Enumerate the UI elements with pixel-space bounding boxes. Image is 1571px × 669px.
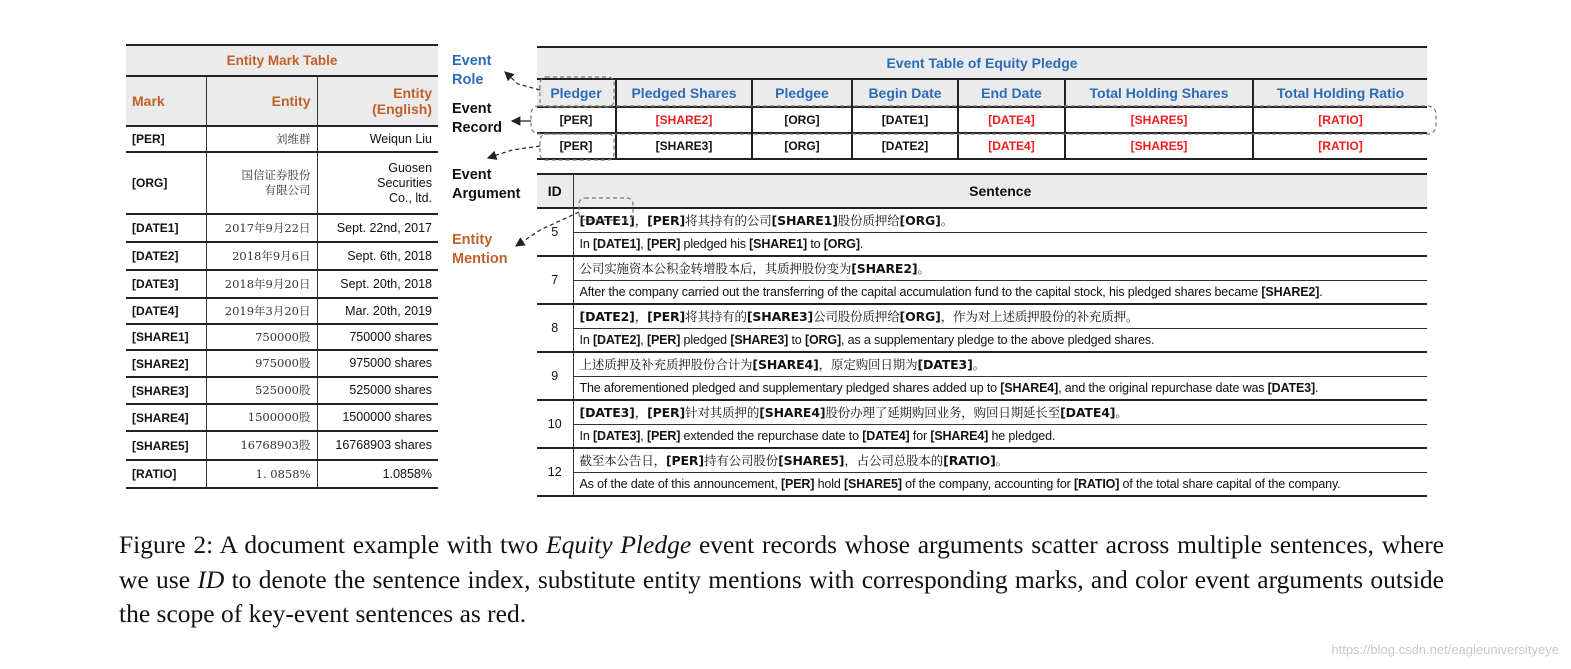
sentence-fragment: 公司实施资本公积金转增股本后，其质押股份变为 [579, 261, 852, 277]
sentence-id: 7 [537, 256, 573, 304]
entity-mark: [DATE2] [126, 242, 206, 270]
sentence-fragment: hold [814, 476, 844, 491]
entity-mention-dashed-box [579, 198, 633, 220]
entity-mark: [SHARE3] [126, 377, 206, 404]
event-role-header: End Date [958, 79, 1065, 107]
sentence-fragment: ，作为对上述质押股份的补充质押。 [940, 309, 1139, 325]
event-role-header: Pledgee [752, 79, 852, 107]
figure-caption-label: Figure 2: [119, 530, 214, 559]
event-argument-cell: [PER] [537, 133, 616, 159]
mark-column-header: Mark [126, 76, 206, 126]
entity-mark: [DATE3] [126, 270, 206, 298]
entity-english-line: Securities [377, 175, 433, 190]
entity-mark-mention: [SHARE2] [1261, 284, 1320, 299]
sentence-fragment: 。 [1115, 405, 1128, 421]
entity-value-line: 975000股 [255, 356, 311, 370]
event-argument-cell: [SHARE2] [616, 107, 752, 133]
caption-fragment: event records whose arguments scatter across multiple sentences, where we use [119, 530, 1445, 594]
entity-mark-mention: [DATE1] [592, 236, 641, 251]
entity-mark-mention: [ORG] [804, 332, 841, 347]
sentence-fragment: 将其持有的公司 [685, 213, 772, 229]
sentence-fragment: for [909, 428, 931, 443]
event-argument-dashed-box [540, 134, 614, 160]
entity-value-line: 2018年9月6日 [232, 248, 311, 263]
sentence-fragment: , and the original repurchase date was [1058, 380, 1268, 395]
sentence-column-header: Sentence [573, 174, 1427, 208]
entity-mark: [PER] [126, 126, 206, 152]
entity-mark-mention: [ORG] [823, 236, 860, 251]
id-column-header: ID [537, 174, 573, 208]
entity-mark: [SHARE4] [126, 404, 206, 431]
sentence-fragment: to [807, 236, 824, 251]
entity-mark-mention: [ORG] [899, 213, 941, 229]
entity-mark-mention: [SHARE2] [851, 261, 918, 277]
entity-mark-mention: [DATE4] [1060, 405, 1116, 421]
entity-mark-mention: [SHARE5] [778, 453, 845, 469]
sentence-fragment: As of the date of this announcement, [579, 476, 782, 491]
sentence-fragment: , [640, 236, 647, 251]
sentence-fragment: , as a supplementary pledge to the above pledged shares. [841, 332, 1155, 347]
sentence-fragment: of the total share capital of the company. [1119, 476, 1341, 491]
event-role-header: Total Holding Shares [1065, 79, 1253, 107]
entity-mark-mention: [PER] [647, 405, 686, 421]
entity-mention-label-line1: Entity [452, 232, 493, 248]
entity-mark-mention: [SHARE4] [759, 405, 826, 421]
event-argument-label-line2: Argument [452, 186, 521, 202]
sentence-fragment: In [579, 236, 593, 251]
entity-value-line: 2018年9月20日 [224, 276, 311, 291]
entity-mention-label-line2: Mention [452, 251, 508, 267]
figure-caption-text [119, 530, 1444, 628]
event-argument-cell: [RATIO] [1253, 133, 1427, 159]
entity-mark-mention: [SHARE1] [749, 236, 807, 251]
sentence-id: 9 [537, 352, 573, 400]
event-argument-cell: [DATE2] [852, 133, 958, 159]
entity-column-header: Entity [206, 76, 317, 126]
entity-english-line: Mar. 20th, 2019 [345, 303, 433, 318]
entity-value-line: 750000股 [255, 329, 311, 344]
entity-english-line: Co., ltd. [388, 190, 433, 205]
entity-mark-mention: [DATE3] [917, 357, 973, 373]
event-table-title: Event Table of Equity Pledge [537, 47, 1427, 79]
entity-english-line: Weiqun Liu [369, 131, 433, 146]
entity-mark: [RATIO] [126, 460, 206, 488]
sentence-fragment: , [640, 332, 647, 347]
event-argument-label-line1: Event [452, 167, 492, 183]
event-argument-cell: [DATE4] [958, 107, 1065, 133]
event-role-header: Pledger [537, 79, 616, 107]
entity-english-line: Sept. 20th, 2018 [340, 276, 433, 291]
entity-english-line: Sept. 22nd, 2017 [336, 220, 433, 235]
event-role-dashed-box [540, 77, 614, 107]
event-role-label-line1: Event [452, 53, 492, 69]
entity-english-line: 750000 shares [349, 329, 433, 344]
sentence-fragment: 持有公司股份 [703, 453, 779, 469]
entity-mark-mention: [PER] [647, 309, 686, 325]
entity-mark-mention: [SHARE3] [730, 332, 789, 347]
event-argument-cell: [DATE4] [958, 133, 1065, 159]
entity-value-line: 16768903股 [240, 438, 311, 452]
event-argument-cell: [ORG] [752, 133, 852, 159]
entity-english-line: 975000 shares [349, 356, 433, 370]
event-argument-cell: [RATIO] [1253, 107, 1427, 133]
event-argument-cell: [SHARE3] [616, 133, 752, 159]
entity-mark: [DATE4] [126, 298, 206, 324]
event-argument-cell: [DATE1] [852, 107, 958, 133]
entity-mark-mention: [DATE3] [1267, 380, 1315, 395]
entity-mark-mention: [DATE4] [862, 428, 910, 443]
event-record-dashed-box [531, 106, 1436, 134]
event-record-label-line2: Record [452, 120, 502, 136]
entity-english-line: 16768903 shares [335, 438, 433, 452]
entity-mark-mention: [SHARE5] [844, 476, 902, 491]
entity-value-line: 1. 0858% [255, 466, 311, 481]
caption-emphasis: Equity Pledge [546, 530, 692, 559]
entity-english-header-line1: Entity [393, 85, 433, 101]
entity-mark-mention: [PER] [646, 332, 681, 347]
entity-mention-arrow [516, 212, 579, 246]
entity-mark-mention: [DATE2] [579, 309, 635, 325]
sentence-id: 10 [537, 400, 573, 448]
entity-mark-mention: [DATE3] [579, 405, 635, 421]
sentence-id: 8 [537, 304, 573, 352]
entity-english-header-line2: (English) [372, 101, 433, 117]
entity-mark-mention: [RATIO] [1074, 476, 1120, 491]
sentence-fragment: . [1319, 284, 1323, 299]
sentence-fragment: extended the repurchase date to [680, 428, 863, 443]
entity-mark-mention: [SHARE1] [771, 213, 838, 229]
event-role-header: Begin Date [852, 79, 958, 107]
event-argument-cell: [SHARE5] [1065, 133, 1253, 159]
entity-value-line: 刘维群 [276, 131, 311, 146]
figure-caption [119, 528, 1444, 632]
caption-emphasis: ID [197, 564, 225, 594]
sentence-fragment: 将其持有的 [685, 309, 747, 325]
entity-value-line: 525000股 [255, 383, 311, 397]
sentence-fragment: 。 [995, 453, 1008, 469]
sentence-fragment: ， [634, 405, 648, 421]
entity-mark: [SHARE5] [126, 431, 206, 460]
sentence-fragment: In [579, 332, 593, 347]
sentence-fragment: ， [634, 309, 648, 325]
sentence-fragment: 公司股份质押给 [813, 309, 900, 325]
sentence-fragment: . [859, 236, 864, 251]
event-role-header: Pledged Shares [616, 79, 752, 107]
entity-mark-mention: [DATE2] [592, 332, 641, 347]
event-argument-cell: [ORG] [752, 107, 852, 133]
sentence-fragment: 股份办理了延期购回业务，购回日期延长至 [825, 405, 1061, 421]
entity-mark: [DATE1] [126, 214, 206, 242]
entity-mark-mention: [SHARE3] [746, 309, 814, 325]
event-role-label-line2: Role [452, 72, 484, 88]
sentence-fragment: pledged [680, 332, 731, 347]
entity-mark-mention: [RATIO] [943, 453, 996, 469]
sentence-id: 5 [537, 208, 573, 256]
entity-mark-mention: [PER] [646, 236, 681, 251]
caption-fragment: to denote the sentence index, substitute entity mentions with corresponding marks, and color event arguments outside the scope of key-event sentences as red. [119, 564, 1444, 628]
event-argument-cell: [PER] [537, 107, 616, 133]
sentence-id: 12 [537, 448, 573, 496]
event-record-label-line1: Event [452, 101, 492, 117]
sentence-fragment: After the company carried out the transferring of the capital accumulation fund to the capital stock, his pledged shares became [579, 284, 1262, 299]
entity-english-line: 1.0858% [382, 466, 433, 481]
sentence-fragment: 。 [972, 357, 986, 373]
entity-mark-mention: [DATE3] [592, 428, 641, 443]
entity-mark-mention: [SHARE4] [1000, 380, 1059, 395]
caption-fragment: A document example with two [219, 530, 547, 559]
entity-table-title: Entity Mark Table [126, 45, 438, 76]
entity-english-line: Sept. 6th, 2018 [347, 248, 433, 263]
sentence-fragment: ，占公司总股本的 [844, 453, 944, 469]
sentence-fragment: The aforementioned pledged and supplementary pledged shares added up to [579, 380, 1001, 395]
entity-mark-mention: [PER] [665, 453, 704, 469]
sentence-fragment: he pledged. [988, 428, 1056, 443]
entity-value-line: 1500000股 [247, 410, 311, 424]
entity-mark-mention: [SHARE4] [930, 428, 989, 443]
entity-mark-mention: [PER] [647, 213, 686, 229]
event-argument-cell: [SHARE5] [1065, 107, 1253, 133]
entity-value-line: 国信证券股份 [241, 168, 311, 182]
event-role-header: Total Holding Ratio [1253, 79, 1427, 107]
event-argument-arrow [488, 146, 540, 158]
sentence-fragment: ，原定购回日期为 [818, 357, 918, 373]
sentence-fragment: pledged his [680, 236, 750, 251]
entity-mark: [SHARE1] [126, 324, 206, 350]
entity-mark-mention: [PER] [781, 476, 815, 491]
entity-mark: [ORG] [126, 152, 206, 214]
entity-mark-mention: [DATE1] [579, 213, 635, 229]
entity-mark-mention: [SHARE4] [752, 357, 819, 373]
entity-english-line: Guosen [388, 160, 433, 175]
entity-mark: [SHARE2] [126, 350, 206, 377]
event-role-arrow [505, 72, 540, 90]
sentence-fragment: . [1315, 380, 1319, 395]
sentence-fragment: , [640, 428, 647, 443]
sentence-fragment: 。 [917, 261, 930, 277]
entity-value-line: 有限公司 [264, 183, 311, 197]
entity-value-line: 2019年3月20日 [224, 303, 311, 318]
watermark: https://blog.csdn.net/eagleuniversityeye [1331, 642, 1559, 657]
sentence-fragment: to [788, 332, 805, 347]
sentence-fragment: 。 [940, 213, 954, 229]
entity-mark-mention: [PER] [646, 428, 681, 443]
sentence-fragment: In [579, 428, 593, 443]
sentence-fragment: 截至本公告日， [579, 453, 666, 469]
sentence-fragment: of the company, accounting for [901, 476, 1074, 491]
entity-value-line: 2017年9月22日 [224, 220, 311, 235]
sentence-fragment: 上述质押及补充质押股份合计为 [579, 357, 753, 373]
entity-english-line: 525000 shares [349, 383, 433, 397]
sentence-fragment: 股份质押给 [837, 213, 900, 229]
sentence-fragment: ， [634, 213, 648, 229]
entity-english-line: 1500000 shares [342, 410, 433, 424]
entity-mark-mention: [ORG] [899, 309, 941, 325]
sentence-fragment: 针对其质押的 [685, 405, 760, 421]
